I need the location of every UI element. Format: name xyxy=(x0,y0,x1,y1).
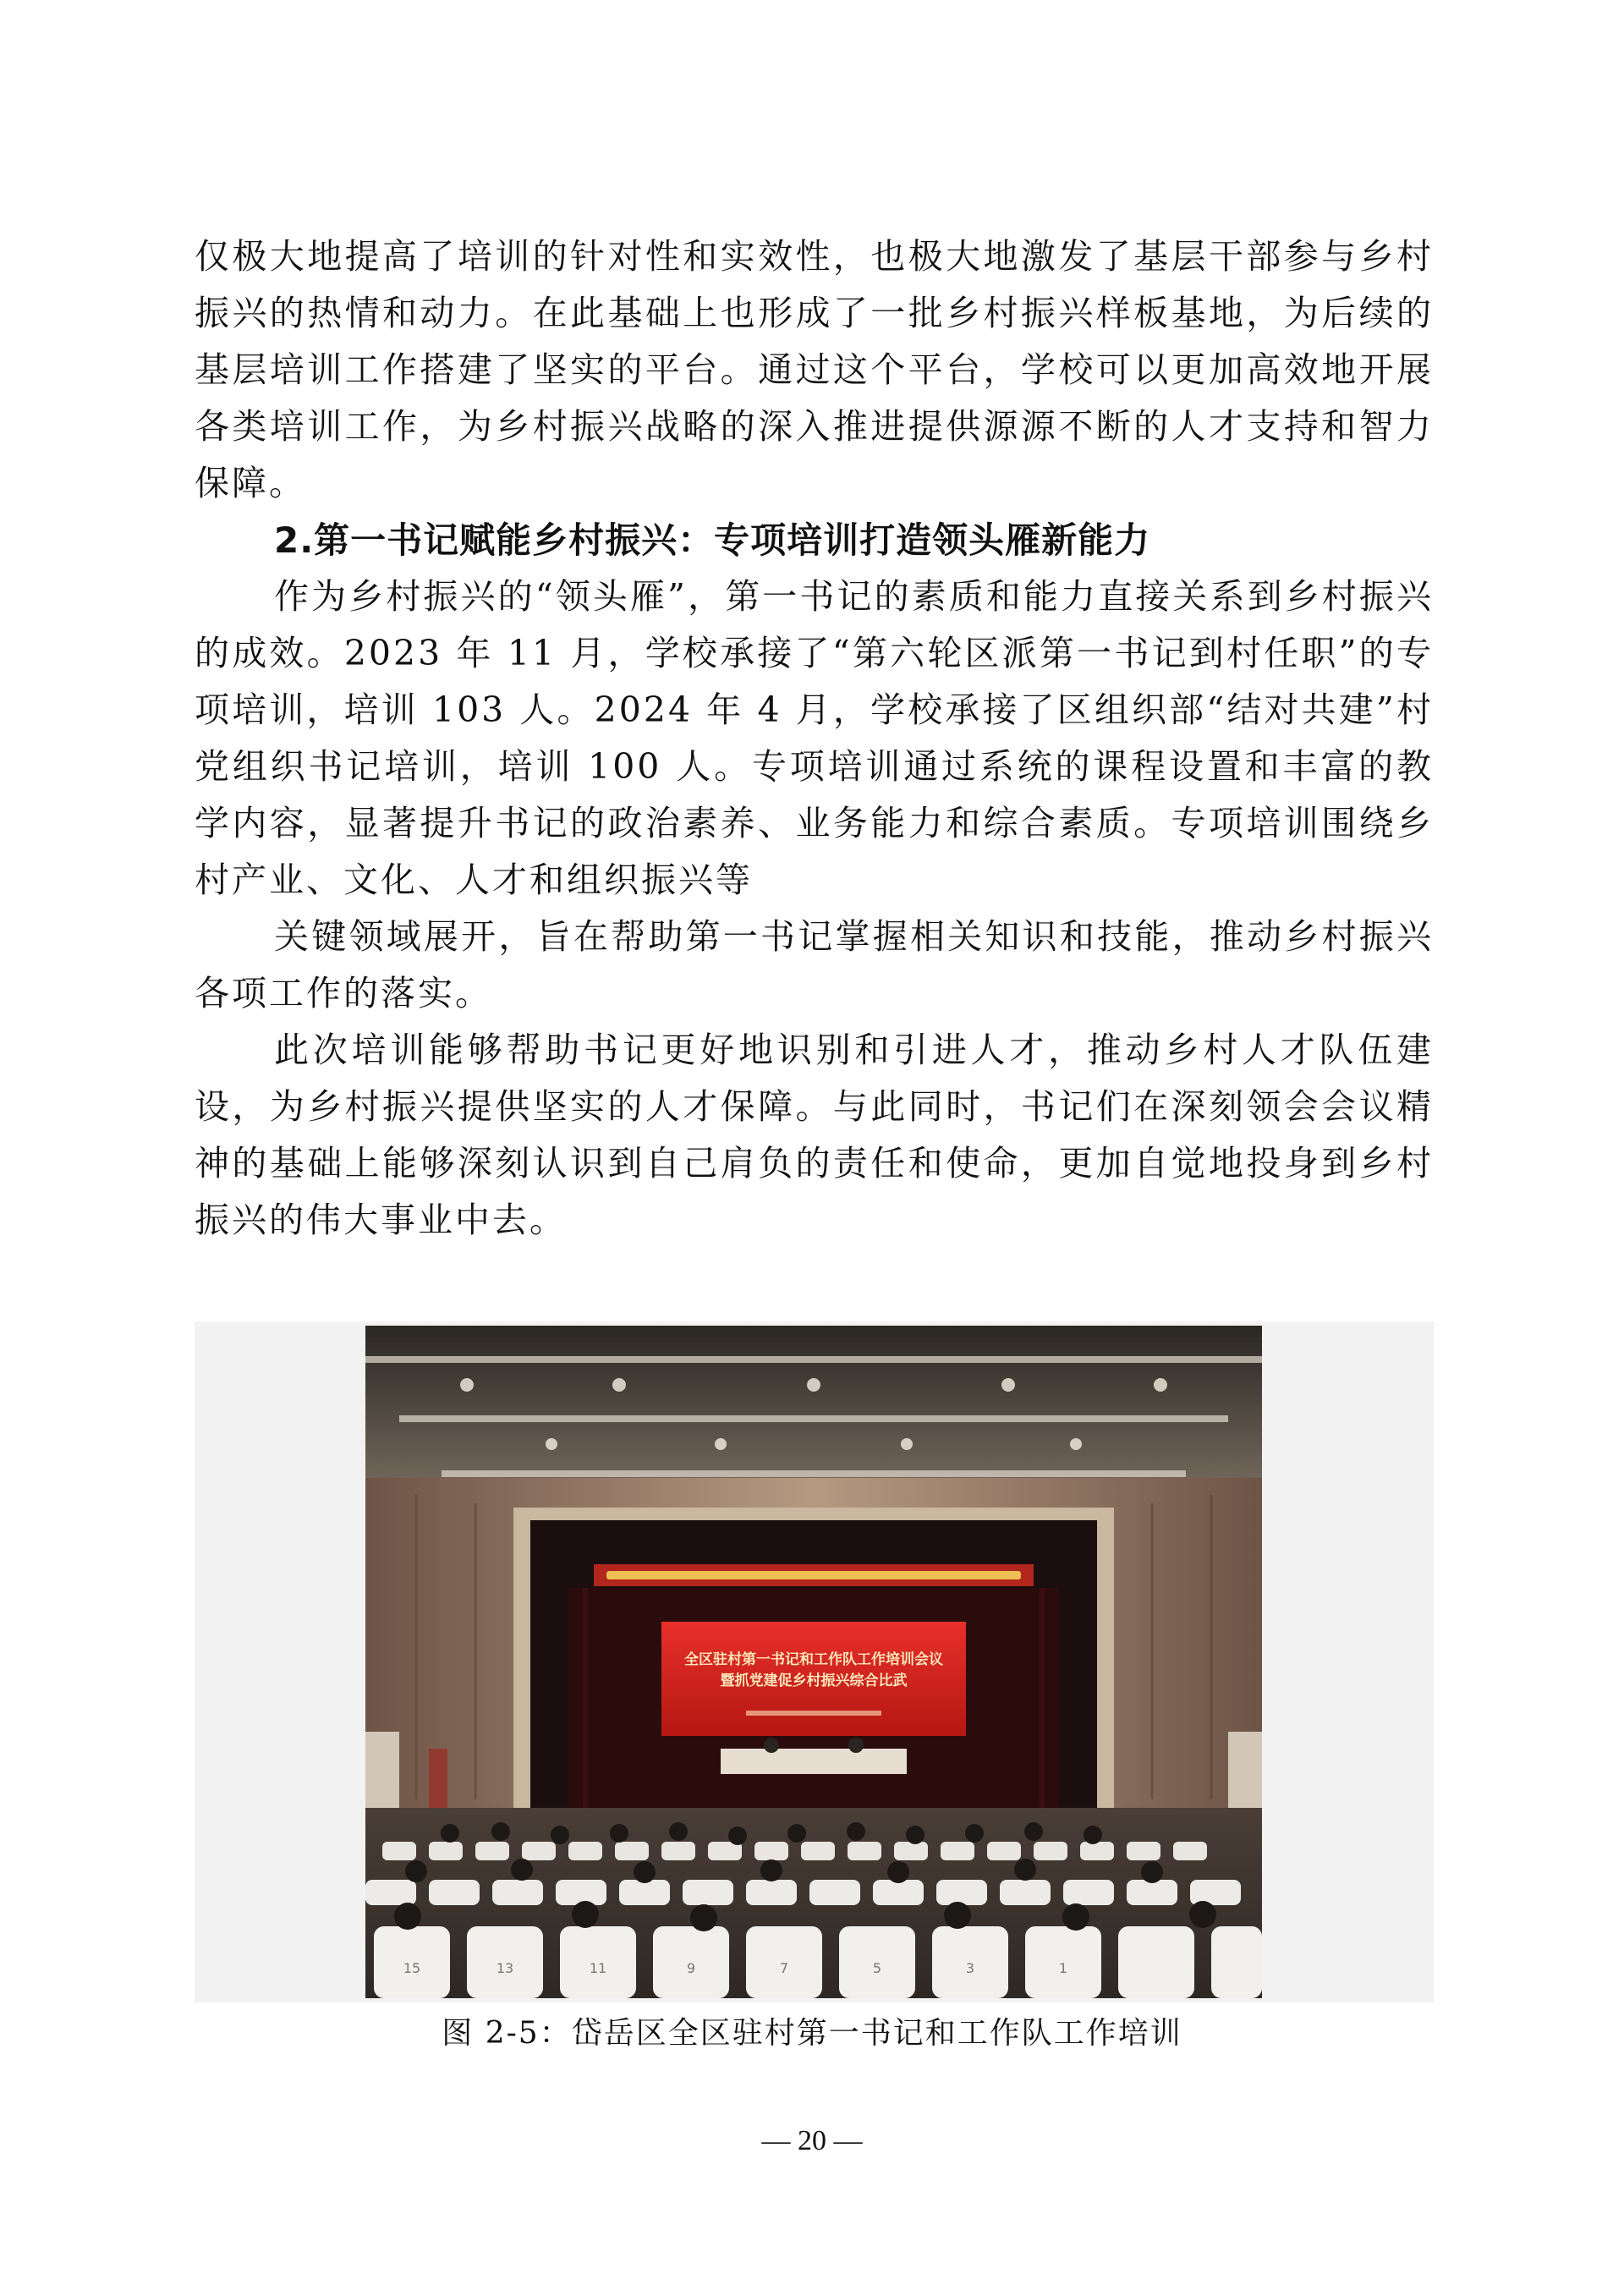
paragraph: 作为乡村振兴的“领头雁”，第一书记的素质和能力直接关系到乡村振兴的成效。2023 年 11 月，学校承接了“第六轮区派第一书记到村任职”的专项培训，培训 103 人。2024 年 4 月，学校承接了区组织部“结对共建”村党组织书记培训，培训 100 人。专项培训通过系统的课程设置和丰富的教学内容，显著提升书记的政治素养、业务能力和综合素质。专项培训围绕乡村产业、文化、人才和组织振兴等 xyxy=(195,576,1434,900)
screen-banner-line2: 暨抓党建促乡村振兴综合比武 xyxy=(720,1673,908,1689)
svg-text:13: 13 xyxy=(496,1960,514,1976)
paragraph-continued: 仅极大地提高了培训的针对性和实效性，也极大地激发了基层干部参与乡村振兴的热情和动力。在此基础上也形成了一批乡村振兴样板基地，为后续的基层培训工作搭建了坚实的平台。通过这个平台，学校可以更加高效地开展各类培训工作，为乡村振兴战略的深入推进提供源源不断的人才支持和智力保障。 xyxy=(195,236,1434,503)
conference-hall-photo xyxy=(365,1326,1262,1998)
body-text xyxy=(195,228,1434,1249)
svg-text:11: 11 xyxy=(589,1960,607,1976)
svg-text:9: 9 xyxy=(686,1960,696,1976)
paragraph: 关键领域展开，旨在帮助第一书记掌握相关知识和技能，推动乡村振兴各项工作的落实。 xyxy=(195,916,1434,1013)
paragraph: 此次培训能够帮助书记更好地识别和引进人才，推动乡村人才队伍建设，为乡村振兴提供坚实的人才保障。与此同时，书记们在深刻领会会议精神的基础上能够深刻认识到自己肩负的责任和使命，更加自觉地投身到乡村振兴的伟大事业中去。 xyxy=(195,1030,1434,1240)
screen-banner-line1: 全区驻村第一书记和工作队工作培训会议 xyxy=(684,1651,943,1668)
section-heading: 2.第一书记赋能乡村振兴：专项培训打造领头雁新能力 xyxy=(274,519,1151,561)
figure xyxy=(195,1321,1434,2002)
svg-text:5: 5 xyxy=(872,1960,882,1976)
figure-caption: 图 2-5：岱岳区全区驻村第一书记和工作队工作培训 xyxy=(442,2016,1182,2051)
svg-text:1: 1 xyxy=(1058,1960,1068,1976)
svg-text:15: 15 xyxy=(403,1960,421,1976)
svg-text:3: 3 xyxy=(965,1960,975,1976)
svg-text:7: 7 xyxy=(779,1960,789,1976)
page-number: — 20 — xyxy=(761,2125,863,2156)
